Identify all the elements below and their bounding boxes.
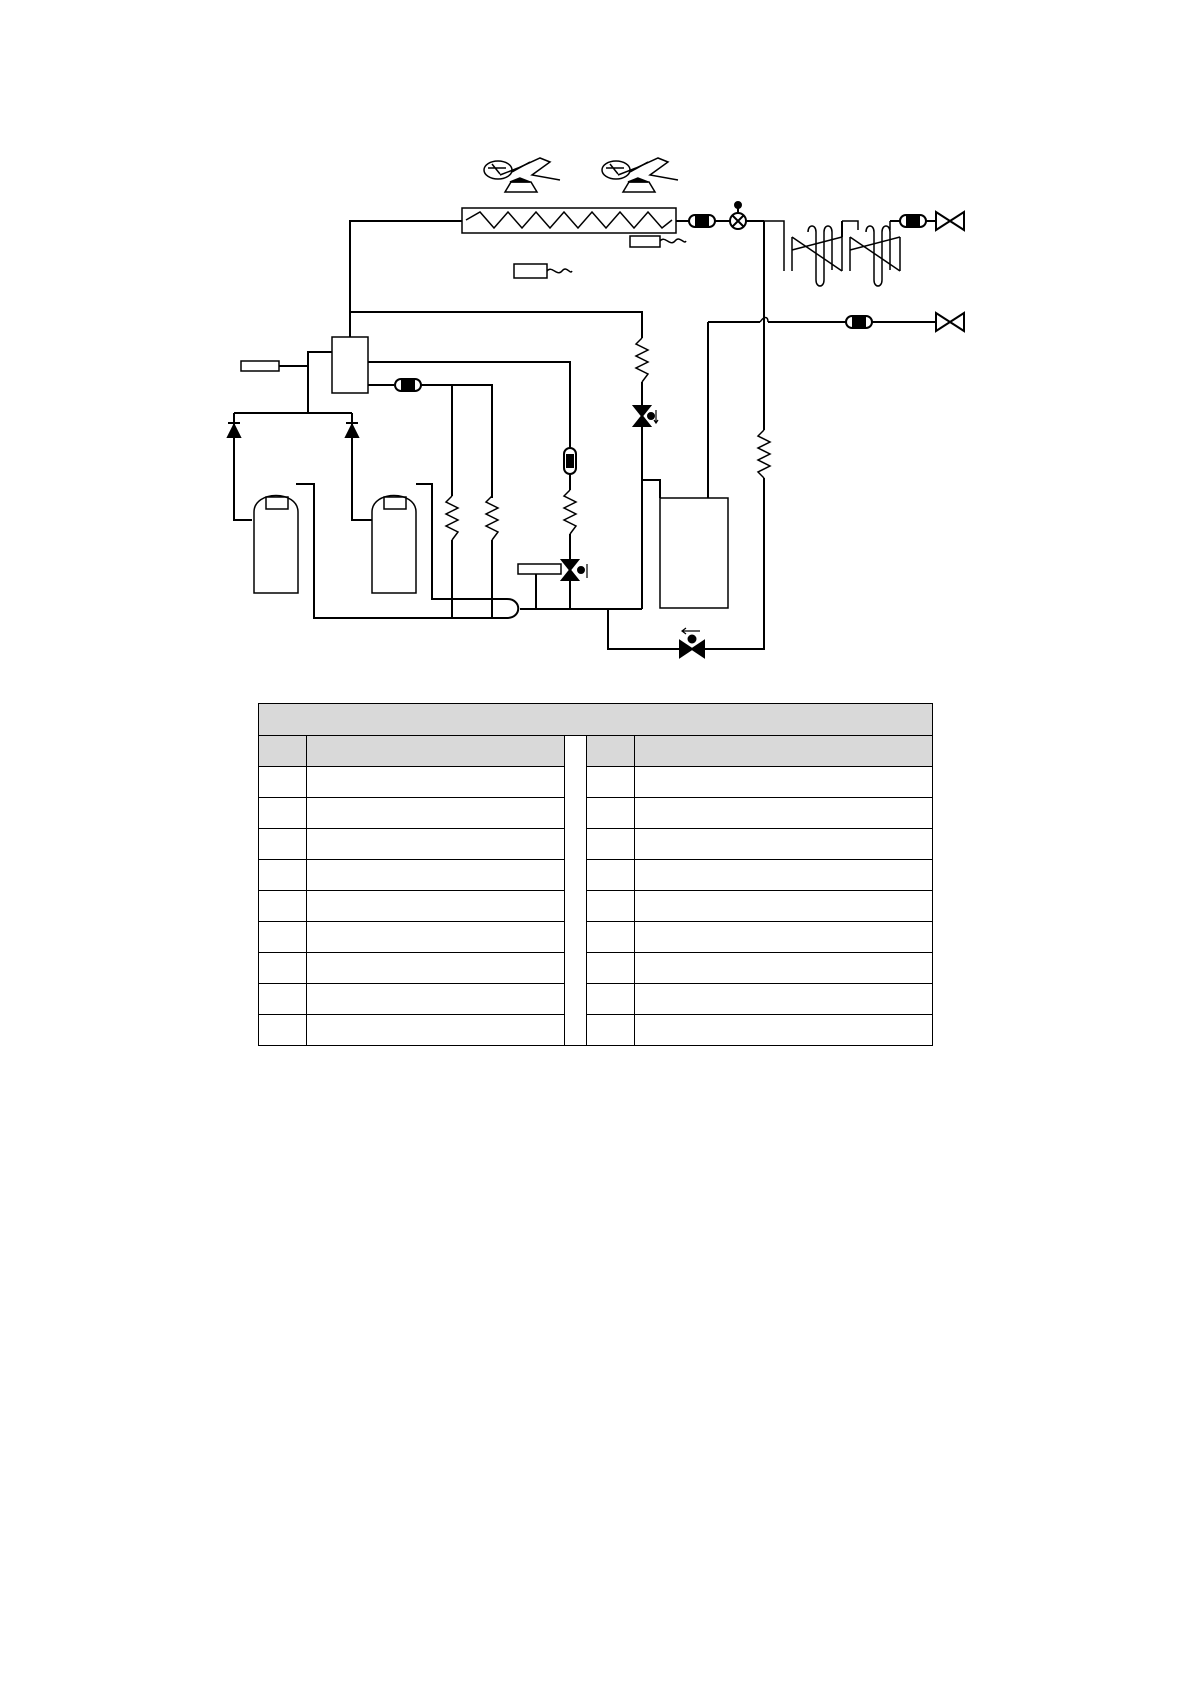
legend-title-row: [259, 704, 933, 736]
cell-no-right: [587, 922, 635, 953]
electronic-expansion-valve-icon: [730, 202, 746, 229]
cell-no-right: [587, 984, 635, 1015]
fan-motor-2-icon: [602, 158, 678, 192]
cell-no-left: [259, 829, 307, 860]
header-no-right: [587, 736, 635, 767]
table-row: [259, 984, 933, 1015]
cell-name-right: [635, 798, 933, 829]
cell-name-left: [307, 953, 565, 984]
sight-glass-icon: [564, 448, 576, 474]
cell-no-left: [259, 922, 307, 953]
cell-no-right: [587, 891, 635, 922]
table-row: [259, 860, 933, 891]
compressor-2: [372, 496, 416, 594]
bottom-solenoid-valve-icon: [680, 628, 704, 657]
cell-no-left: [259, 1015, 307, 1046]
oil-separator-icon: [518, 564, 561, 574]
cell-name-right: [635, 1015, 933, 1046]
cell-name-right: [635, 860, 933, 891]
cell-no-left: [259, 953, 307, 984]
cell-name-right: [635, 922, 933, 953]
cell-name-left: [307, 922, 565, 953]
cell-no-left: [259, 798, 307, 829]
cell-name-left: [307, 860, 565, 891]
header-no-left: [259, 736, 307, 767]
cell-name-right: [635, 767, 933, 798]
table-row: [259, 798, 933, 829]
filter-drier-2-icon: [900, 215, 926, 227]
cell-no-left: [259, 767, 307, 798]
condenser-coil: [462, 208, 676, 233]
cell-no-right: [587, 798, 635, 829]
cell-no-right: [587, 829, 635, 860]
cell-name-left: [307, 798, 565, 829]
cell-no-right: [587, 767, 635, 798]
header-name-left: [307, 736, 565, 767]
table-row: [259, 922, 933, 953]
column-separator: [565, 736, 587, 1046]
cell-name-left: [307, 984, 565, 1015]
fan-motor-1-icon: [484, 158, 560, 192]
filter-drier-4-icon: [395, 379, 421, 391]
cell-name-right: [635, 953, 933, 984]
cell-name-right: [635, 891, 933, 922]
check-valve-1-icon: [228, 423, 240, 437]
liquid-receiver: [660, 498, 728, 608]
plate-heat-exchanger-1: [764, 221, 842, 286]
legend-title: [259, 704, 933, 736]
cell-no-right: [587, 953, 635, 984]
compressor-1: [254, 496, 298, 594]
header-name-right: [635, 736, 933, 767]
ambient-temp-sensor-icon: [514, 264, 572, 278]
cell-name-left: [307, 767, 565, 798]
four-way-valve: [332, 337, 368, 393]
cell-no-left: [259, 984, 307, 1015]
solenoid-valve-1-icon: [634, 406, 658, 426]
table-row: [259, 891, 933, 922]
cell-name-left: [307, 829, 565, 860]
coil-temp-sensor-icon: [630, 236, 686, 247]
table-row: [259, 829, 933, 860]
filter-drier-3-icon: [846, 316, 872, 328]
cell-name-left: [307, 891, 565, 922]
pressure-switch-icon: [241, 361, 279, 371]
stop-valve-upper[interactable]: [936, 212, 964, 230]
refrigerant-piping-diagram: [0, 0, 1192, 700]
cell-no-left: [259, 891, 307, 922]
cell-name-right: [635, 984, 933, 1015]
legend-header-row: [259, 736, 933, 767]
table-row: [259, 767, 933, 798]
check-valve-2-icon: [346, 423, 358, 437]
plate-heat-exchanger-2: [842, 221, 900, 286]
table-row: [259, 1015, 933, 1046]
cell-no-right: [587, 1015, 635, 1046]
filter-drier-1-icon: [689, 215, 715, 227]
table-row: [259, 953, 933, 984]
cell-no-left: [259, 860, 307, 891]
solenoid-valve-2-icon: [562, 560, 587, 580]
cell-no-right: [587, 860, 635, 891]
cell-name-left: [307, 1015, 565, 1046]
stop-valve-lower[interactable]: [936, 313, 964, 331]
legend-table: [258, 703, 933, 1046]
cell-name-right: [635, 829, 933, 860]
